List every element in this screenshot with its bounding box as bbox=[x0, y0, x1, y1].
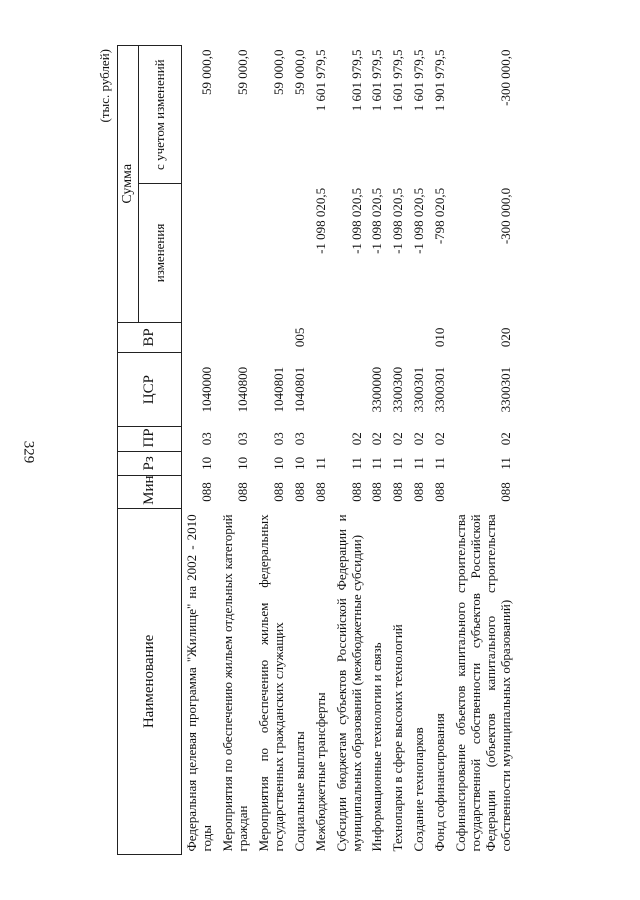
row-rz: 10 bbox=[291, 456, 307, 470]
row-total: 1 601 979,5 bbox=[411, 49, 427, 112]
row-vr bbox=[218, 322, 254, 353]
row-csr: 3300301 bbox=[432, 366, 448, 413]
row-change: -1 098 020,5 bbox=[348, 187, 364, 254]
row-name: Межбюджетные трансферты bbox=[312, 692, 328, 852]
header-min: Мин bbox=[118, 476, 182, 509]
units-label: (тыс. рублей) bbox=[97, 49, 112, 123]
row-csr: 1040801 bbox=[291, 366, 307, 413]
row-pr: 03 bbox=[291, 432, 307, 446]
row-pr: 02 bbox=[411, 432, 427, 446]
table-row bbox=[430, 46, 451, 855]
row-total: 1 601 979,5 bbox=[312, 49, 328, 112]
row-change: -1 098 020,5 bbox=[390, 187, 406, 254]
row-vr bbox=[332, 322, 368, 353]
row-change bbox=[254, 184, 290, 322]
row-change: -300 000,0 bbox=[498, 187, 514, 245]
row-name: Социальные выплаты bbox=[291, 731, 307, 852]
row-csr: 3300300 bbox=[390, 366, 406, 413]
row-vr bbox=[182, 322, 218, 353]
table-row bbox=[254, 46, 290, 855]
row-rz: 11 bbox=[432, 457, 448, 470]
row-vr: 020 bbox=[498, 327, 514, 348]
row-vr bbox=[388, 322, 409, 353]
header-change: изменения bbox=[139, 184, 182, 322]
table-row bbox=[311, 46, 332, 855]
row-rz: 10 bbox=[270, 456, 286, 470]
table-header bbox=[118, 46, 182, 855]
row-rz: 11 bbox=[369, 457, 385, 470]
row-pr bbox=[311, 426, 332, 451]
row-min: 088 bbox=[234, 482, 250, 502]
table-row bbox=[290, 46, 311, 855]
row-min: 088 bbox=[291, 482, 307, 502]
row-min: 088 bbox=[432, 482, 448, 502]
row-name: Технопарки в сфере высоких технологий bbox=[390, 624, 406, 852]
row-min: 088 bbox=[199, 482, 215, 502]
header-pr: ПР bbox=[118, 426, 182, 451]
row-total: 59 000,0 bbox=[270, 49, 286, 95]
row-total: 1 901 979,5 bbox=[432, 49, 448, 112]
row-pr: 03 bbox=[199, 432, 215, 446]
row-min: 088 bbox=[348, 482, 364, 502]
row-total: 59 000,0 bbox=[199, 49, 215, 95]
row-min: 088 bbox=[390, 482, 406, 502]
row-change: -1 098 020,5 bbox=[312, 187, 328, 254]
row-min: 088 bbox=[498, 482, 514, 502]
table-body bbox=[182, 46, 517, 855]
row-csr: 3300301 bbox=[498, 366, 514, 413]
row-vr: 010 bbox=[432, 327, 448, 348]
header-sum: Сумма bbox=[118, 46, 139, 323]
row-vr bbox=[367, 322, 388, 353]
row-total: -300 000,0 bbox=[498, 49, 514, 106]
row-min: 088 bbox=[369, 482, 385, 502]
table-row bbox=[182, 46, 218, 855]
row-total: 1 601 979,5 bbox=[369, 49, 385, 112]
table-row bbox=[409, 46, 430, 855]
row-change: -1 098 020,5 bbox=[411, 187, 427, 254]
row-rz: 10 bbox=[234, 456, 250, 470]
row-total: 59 000,0 bbox=[234, 49, 250, 95]
row-rz: 10 bbox=[199, 456, 215, 470]
row-total: 1 601 979,5 bbox=[348, 49, 364, 112]
row-change: -1 098 020,5 bbox=[369, 187, 385, 254]
row-pr: 02 bbox=[498, 432, 514, 446]
row-pr: 02 bbox=[369, 432, 385, 446]
row-min: 088 bbox=[312, 482, 328, 502]
row-change bbox=[182, 184, 218, 322]
row-csr: 3300000 bbox=[369, 366, 385, 413]
row-name: Информационные технологии и связь bbox=[369, 642, 385, 852]
row-name: Субсидии бюджетам субъектов Российской Федерации и муниципальных образований (межбюджетные субсидии) bbox=[333, 514, 364, 852]
row-pr: 02 bbox=[390, 432, 406, 446]
row-pr: 03 bbox=[234, 432, 250, 446]
row-name: Федеральная целевая программа "Жилище" на 2002 - 2010 годы bbox=[184, 514, 215, 852]
table-row bbox=[367, 46, 388, 855]
row-csr: 1040801 bbox=[270, 366, 286, 413]
row-csr: 1040000 bbox=[199, 366, 215, 413]
table-row bbox=[332, 46, 368, 855]
budget-table bbox=[117, 45, 517, 855]
row-min: 088 bbox=[411, 482, 427, 502]
row-name: Мероприятия по обеспечению жильем федеральных государственных гражданских служащих bbox=[255, 514, 286, 852]
row-vr: 005 bbox=[291, 327, 307, 348]
table-row bbox=[388, 46, 409, 855]
row-csr: 1040800 bbox=[234, 366, 250, 413]
row-change bbox=[290, 184, 311, 322]
header-with-change: с учетом изменений bbox=[139, 46, 182, 184]
row-rz: 11 bbox=[390, 457, 406, 470]
header-rz: Рз bbox=[118, 451, 182, 476]
row-pr: 02 bbox=[432, 432, 448, 446]
header-csr: ЦСР bbox=[118, 353, 182, 427]
table-row bbox=[451, 46, 517, 855]
row-pr: 03 bbox=[270, 432, 286, 446]
row-csr bbox=[332, 353, 368, 427]
page-number: 329 bbox=[20, 440, 37, 464]
row-name: Мероприятия по обеспечению жильем отдельных категорий граждан bbox=[219, 514, 250, 852]
row-total: 1 601 979,5 bbox=[390, 49, 406, 112]
header-vr: ВР bbox=[118, 322, 182, 353]
row-csr bbox=[311, 353, 332, 427]
row-change: -798 020,5 bbox=[432, 187, 448, 245]
row-csr: 3300301 bbox=[411, 366, 427, 413]
row-name: Софинансирование объектов капитального строительства государственной собственности субъектов Российской Федерации (объектов капитального строительства собственности муниципальных образований) bbox=[453, 514, 514, 852]
row-rz: 11 bbox=[348, 457, 364, 470]
row-rz: 11 bbox=[411, 457, 427, 470]
row-rz: 11 bbox=[498, 457, 514, 470]
table-row bbox=[218, 46, 254, 855]
row-name: Фонд софинансирования bbox=[432, 713, 448, 852]
row-name: Создание технопарков bbox=[411, 727, 427, 852]
row-vr bbox=[409, 322, 430, 353]
row-change bbox=[218, 184, 254, 322]
header-name: Наименование bbox=[118, 508, 182, 854]
rotated-page bbox=[97, 45, 617, 855]
row-total: 59 000,0 bbox=[291, 49, 307, 95]
row-vr bbox=[311, 322, 332, 353]
row-min: 088 bbox=[270, 482, 286, 502]
row-rz: 11 bbox=[312, 457, 328, 470]
row-pr: 02 bbox=[348, 432, 364, 446]
row-vr bbox=[254, 322, 290, 353]
